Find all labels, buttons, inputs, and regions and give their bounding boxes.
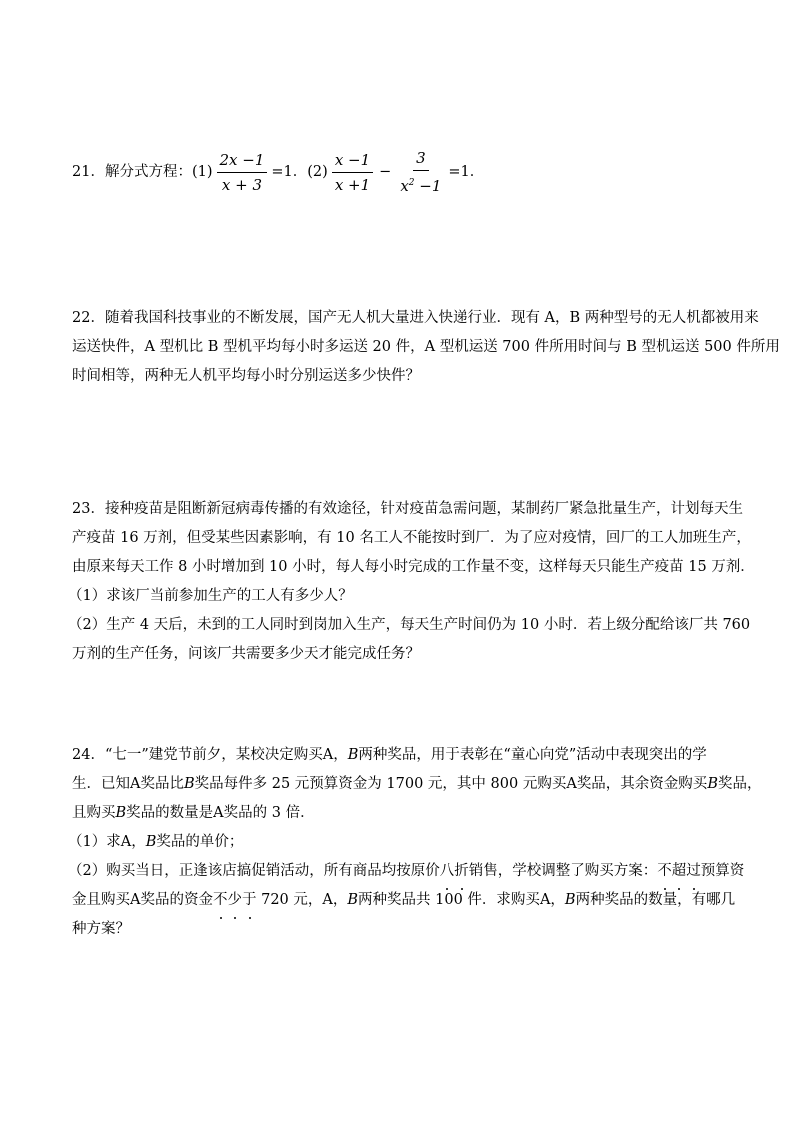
q24-sub-1: （1）求A，B奖品的单价；	[68, 834, 244, 850]
q23-sub-2: （2）生产 4 天后，未到的工人同时到岗加入生产，每天生产时间仍为 10 小时．若上级分配给该厂共 760	[68, 617, 751, 633]
q23-line-1: 23．接种疫苗是阻断新冠病毒传播的有效途径，针对疫苗急需问题，某制药厂紧急批量生产，计划每天生	[72, 501, 743, 517]
q24-line-5: 金且购买A奖品的资金不少于 720 元，A，B两种奖品共 100 件．求购买A，B两种奖品的数量，有哪几	[72, 886, 732, 915]
q24-line-2: 生．已知A奖品比B奖品每件多 25 元预算资金为 1700 元，其中 800 元购买A奖品，其余资金购买B奖品，	[72, 776, 762, 792]
q24-line-1: 24．“七一”建党节前夕，某校决定购买A，B两种奖品，用于表彰在“童心向党”活动中表现突出的学	[72, 747, 707, 763]
q24-line-3: 且购买B奖品的数量是A奖品的 3 倍．	[72, 805, 315, 821]
q23-line-4: 万剂的生产任务，问该厂共需要多少天才能完成任务？	[72, 646, 420, 662]
question-21	[72, 142, 732, 202]
q22-line-2: 运送快件，A 型机比 B 型机平均每小时多运送 20 件，A 型机运送 700 件所用时间与 B 型机运送 500 件所用	[72, 339, 780, 355]
q22-line-3: 时间相等，两种无人机平均每小时分别运送多少快件？	[72, 368, 420, 384]
q22-line-1: 22．随着我国科技事业的不断发展，国产无人机大量进入快递行业．现有 A，B 两种型号的无人机都被用来	[72, 310, 759, 326]
q21-equals-1: =1．(2)	[271, 163, 328, 180]
q21-fraction-2: $\frac{x -1}{x +1}$	[332, 150, 373, 195]
q21-fraction-1: $\frac{2x -1}{x + 3}$	[217, 150, 268, 195]
question-23	[68, 495, 755, 669]
q21-fraction-3: $\frac{3}{x^2 -1}$	[400, 149, 442, 195]
q21-equals-2: =1．	[448, 163, 485, 180]
question-24	[68, 741, 762, 944]
q21-minus: −	[379, 163, 392, 180]
q23-line-3: 由原来每天工作 8 小时增加到 10 小时，每人每小时完成的工作量不变，这样每天只能生产疫苗 15 万剂．	[72, 559, 755, 575]
q24-sub-2: （2）购买当日，正逢该店搞促销活动，所有商品均按原价八折销售，学校调整了购买方案：不超过预算资	[68, 857, 732, 886]
question-22	[72, 304, 780, 391]
q23-sub-1: （1）求该厂当前参加生产的工人有多少人？	[68, 588, 353, 604]
q24-line-6: 种方案？	[72, 921, 130, 937]
q23-line-2: 产疫苗 16 万剂，但受某些因素影响，有 10 名工人不能按时到厂．为了应对疫情，回厂的工人加班生产，	[72, 530, 751, 546]
q21-prefix: 21．解分式方程：(1)	[72, 163, 213, 180]
q21-equations	[72, 142, 732, 202]
